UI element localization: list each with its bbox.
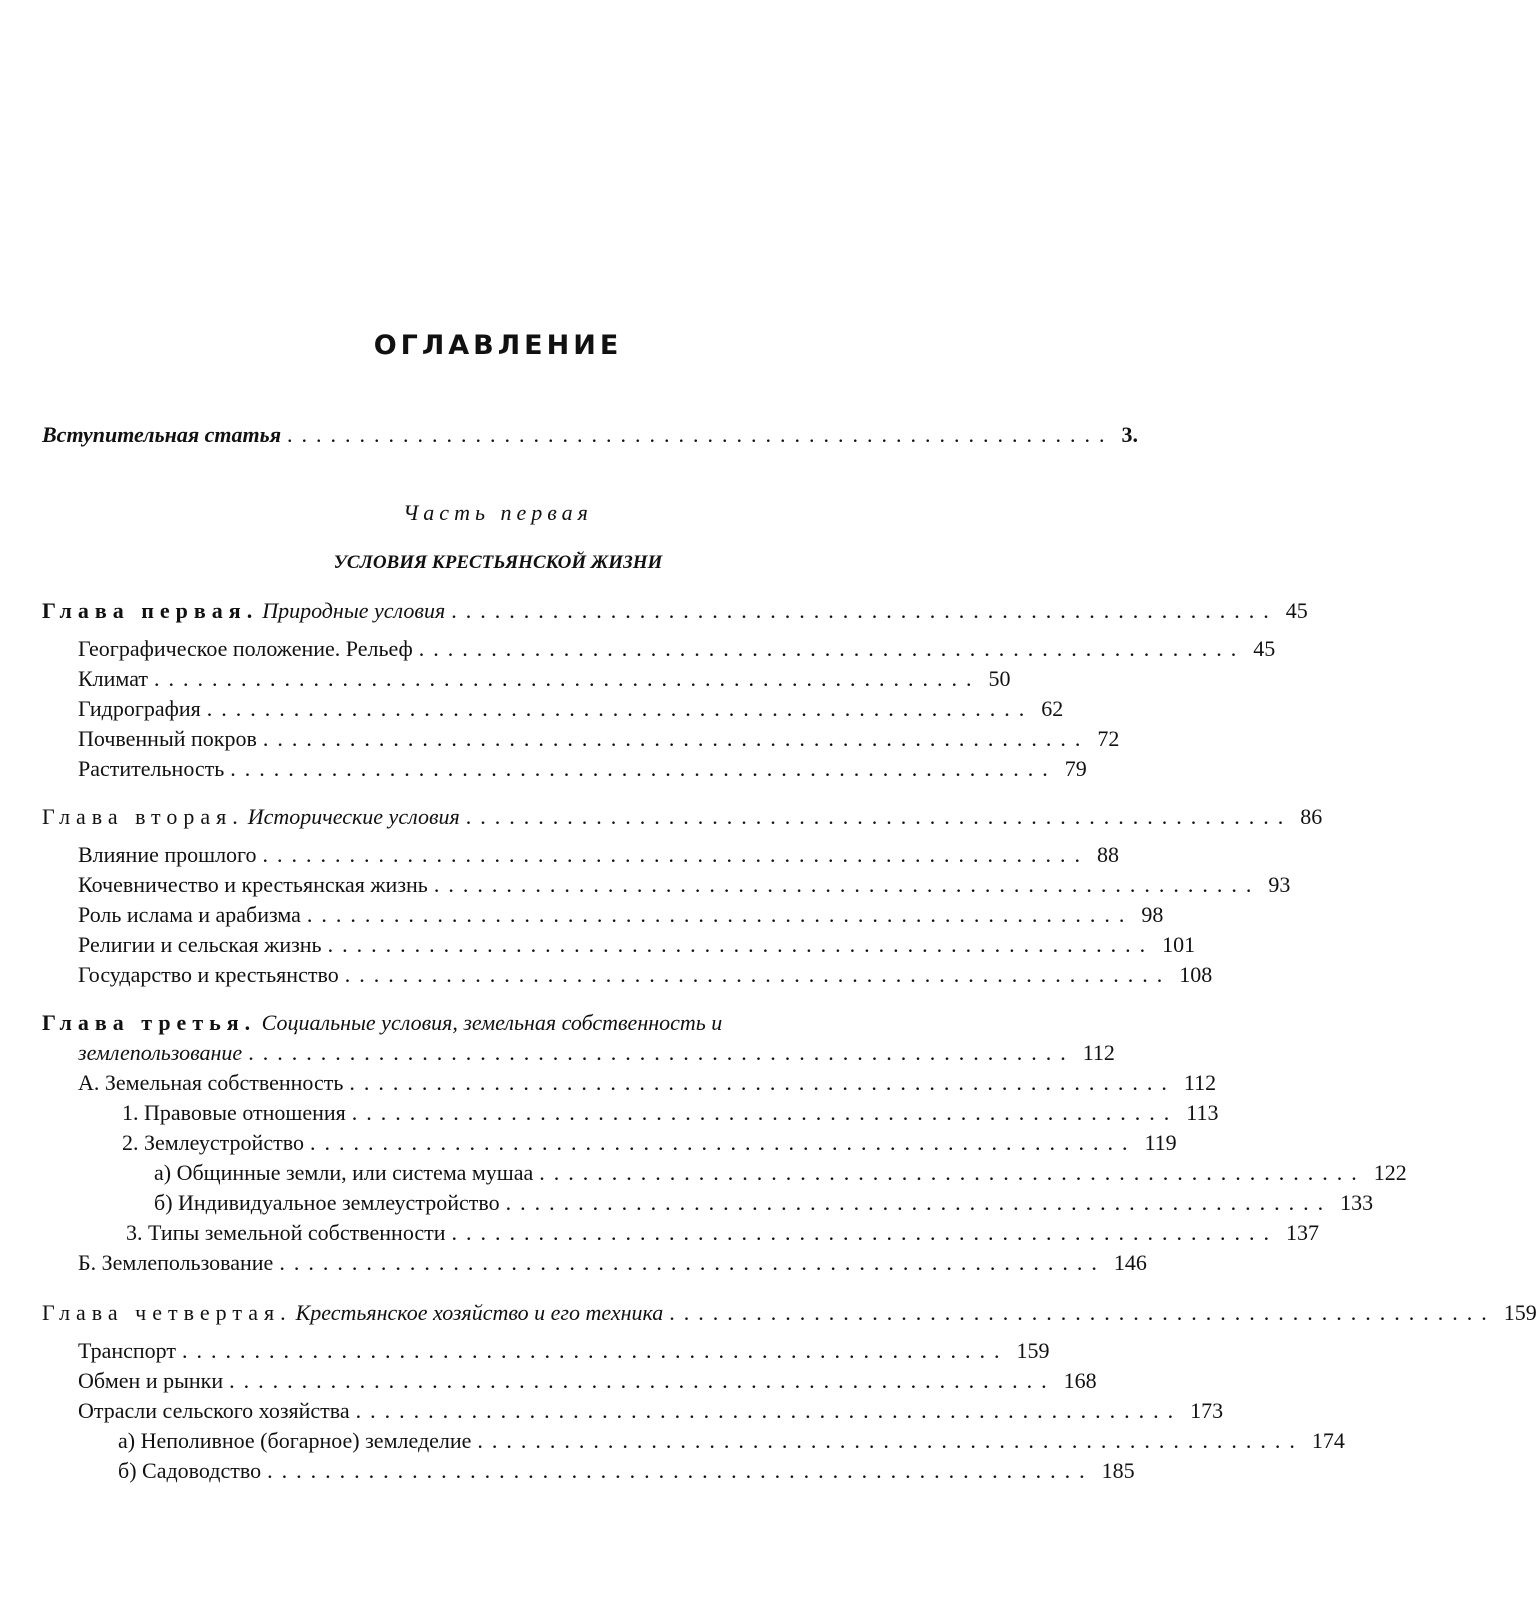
toc-page-number: 159 [1503, 1300, 1537, 1325]
leader-dots: ......................................................... [505, 1190, 1333, 1215]
toc-entry-intro[interactable] [42, 420, 1139, 450]
toc-entry[interactable] [122, 1128, 1177, 1158]
leader-dots: ......................................................... [248, 1040, 1075, 1065]
toc-entry-label: б) Садоводство [118, 1458, 262, 1483]
chapter-name: Крестьянское хозяйство и его техника [295, 1300, 664, 1325]
toc-entry[interactable] [78, 634, 1276, 664]
toc-chapter-3-heading[interactable] [42, 1008, 722, 1038]
toc-page-number: 72 [1097, 726, 1120, 751]
toc-entry-label: Географическое положение. Рельеф [78, 636, 413, 661]
toc-entry-label: 3. Типы земельной собственности [126, 1220, 446, 1245]
toc-page-number: 79 [1064, 756, 1087, 781]
toc-page-number: 108 [1179, 962, 1213, 987]
toc-chapter-3[interactable] [78, 1038, 1115, 1068]
toc-entry-label: Отрасли сельского хозяйства [78, 1398, 350, 1423]
toc-entry[interactable] [78, 930, 1196, 960]
toc-page-number: 137 [1286, 1220, 1320, 1245]
toc-page-number: 86 [1300, 804, 1323, 829]
leader-dots: ......................................................... [465, 804, 1293, 829]
toc-page-number: 146 [1113, 1250, 1147, 1275]
leader-dots: ......................................................... [229, 1368, 1056, 1393]
leader-dots: ......................................................... [267, 1458, 1094, 1483]
toc-entry[interactable] [154, 1158, 1407, 1188]
toc-entry[interactable] [78, 1248, 1147, 1278]
leader-dots: ......................................................... [262, 726, 1090, 751]
toc-entry[interactable] [78, 1366, 1097, 1396]
toc-page-number: 112 [1183, 1070, 1217, 1095]
leader-dots: ......................................................... [477, 1428, 1304, 1453]
toc-page-number: 3. [1121, 422, 1139, 447]
toc-entry[interactable] [78, 724, 1120, 754]
leader-dots: ......................................................... [306, 902, 1134, 927]
leader-dots: ......................................................... [206, 696, 1034, 721]
toc-entry[interactable] [78, 754, 1087, 784]
leader-dots: ......................................................... [344, 962, 1172, 987]
toc-page-number: 93 [1268, 872, 1291, 897]
toc-page-number: 62 [1041, 696, 1064, 721]
toc-entry[interactable] [78, 960, 1213, 990]
toc-page-number: 159 [1016, 1338, 1050, 1363]
toc-entry-label: б) Индивидуальное землеустройство [154, 1190, 500, 1215]
toc-chapter-4[interactable] [42, 1298, 1537, 1328]
toc-page-number: 88 [1097, 842, 1120, 867]
leader-dots: ......................................................... [230, 756, 1057, 781]
toc-entry-label: Гидрография [78, 696, 201, 721]
toc-entry-label: Почвенный покров [78, 726, 257, 751]
toc-entry[interactable] [78, 1068, 1217, 1098]
toc-entry-label: Кочевничество и крестьянская жизнь [78, 872, 428, 897]
toc-page-number: 185 [1101, 1458, 1135, 1483]
leader-dots: ......................................................... [279, 1250, 1106, 1275]
toc-entry-label: Растительность [78, 756, 225, 781]
leader-dots: ......................................................... [287, 422, 1114, 447]
toc-entry-label: Климат [78, 666, 149, 691]
toc-page-number: 168 [1063, 1368, 1097, 1393]
toc-entry-label: Государство и крестьянство [78, 962, 339, 987]
leader-dots: ......................................................... [669, 1300, 1496, 1325]
toc-entry-label: а) Общинные земли, или система мушаа [154, 1160, 534, 1185]
chapter-prefix: Глава первая. [42, 598, 259, 623]
toc-entry-label: А. Земельная собственность [78, 1070, 344, 1095]
leader-dots: ......................................................... [451, 1220, 1279, 1245]
toc-page-number: 45 [1253, 636, 1276, 661]
leader-dots: ......................................................... [539, 1160, 1366, 1185]
toc-entry[interactable] [78, 694, 1064, 724]
toc-entry[interactable] [126, 1218, 1320, 1248]
toc-entry-label: Роль ислама и арабизма [78, 902, 301, 927]
toc-entry[interactable] [154, 1188, 1374, 1218]
toc-page-number: 112 [1082, 1040, 1115, 1065]
toc-entry[interactable] [78, 1396, 1224, 1426]
toc-entry[interactable] [78, 870, 1291, 900]
leader-dots: ......................................................... [355, 1398, 1183, 1423]
toc-page-number: 173 [1190, 1398, 1224, 1423]
chapter-prefix: Глава вторая. [42, 804, 244, 829]
toc-page-number: 50 [988, 666, 1011, 691]
toc-page-number: 122 [1373, 1160, 1407, 1185]
chapter-prefix: Глава третья. [42, 1010, 257, 1035]
toc-entry-label: Обмен и рынки [78, 1368, 224, 1393]
page-title: ОГЛАВЛЕНИЕ [373, 330, 623, 361]
toc-entry-label: Б. Землепользование [78, 1250, 274, 1275]
leader-dots: ......................................................... [349, 1070, 1176, 1095]
toc-entry-label: Религии и сельская жизнь [78, 932, 322, 957]
leader-dots: ......................................................... [451, 598, 1278, 623]
chapter-name: Социальные условия, земельная собственность и [261, 1010, 723, 1035]
leader-dots: ......................................................... [351, 1100, 1179, 1125]
toc-page-number: 98 [1141, 902, 1164, 927]
toc-page-number: 45 [1285, 598, 1308, 623]
leader-dots: ......................................................... [309, 1130, 1137, 1155]
toc-entry-label: Вступительная статья [42, 422, 282, 447]
toc-chapter-1[interactable] [42, 596, 1308, 626]
chapter-name-continued: землепользование [78, 1040, 243, 1065]
leader-dots: ......................................................... [182, 1338, 1009, 1363]
toc-page-number: 174 [1311, 1428, 1345, 1453]
toc-page-number: 133 [1340, 1190, 1374, 1215]
toc-entry-label: 2. Землеустройство [122, 1130, 304, 1155]
leader-dots: ......................................................... [433, 872, 1261, 897]
toc-entry-label: 1. Правовые отношения [122, 1100, 346, 1125]
toc-entry[interactable] [122, 1098, 1219, 1128]
toc-entry[interactable] [118, 1456, 1135, 1486]
toc-entry[interactable] [78, 1336, 1050, 1366]
part-label: Часть первая [403, 500, 593, 525]
toc-chapter-2[interactable] [42, 802, 1323, 832]
leader-dots: ......................................................... [327, 932, 1155, 957]
toc-entry-label: а) Неполивное (богарное) земледелие [118, 1428, 472, 1453]
leader-dots: ......................................................... [154, 666, 981, 691]
chapter-name: Природные условия [262, 598, 446, 623]
toc-entry-label: Транспорт [78, 1338, 177, 1363]
toc-page-number: 101 [1162, 932, 1196, 957]
leader-dots: ......................................................... [418, 636, 1246, 661]
chapter-prefix: Глава четвертая. [42, 1300, 292, 1325]
toc-entry[interactable] [78, 900, 1164, 930]
toc-entry-label: Влияние прошлого [78, 842, 257, 867]
toc-entry[interactable] [118, 1426, 1345, 1456]
toc-page-number: 113 [1186, 1100, 1219, 1125]
part-title: УСЛОВИЯ КРЕСТЬЯНСКОЙ ЖИЗНИ [333, 552, 663, 573]
toc-entry[interactable] [78, 840, 1120, 870]
chapter-name: Исторические условия [247, 804, 460, 829]
leader-dots: ......................................................... [262, 842, 1090, 867]
toc-page-number: 119 [1144, 1130, 1177, 1155]
toc-entry[interactable] [78, 664, 1011, 694]
